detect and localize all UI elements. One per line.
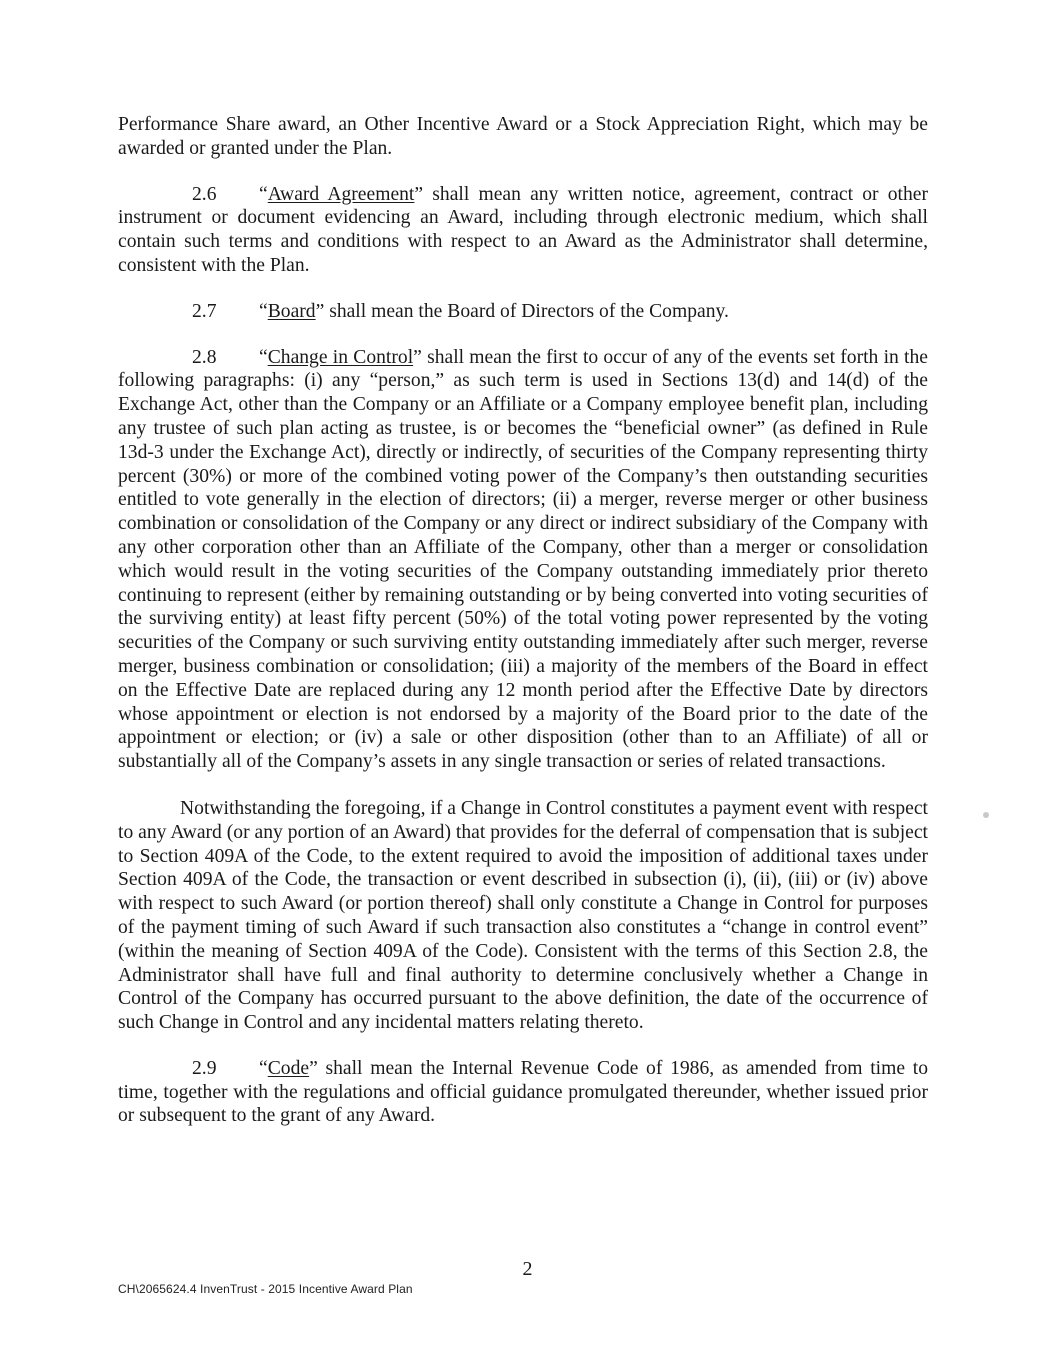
open-quote: “ — [259, 300, 268, 322]
section-2-8-paragraph — [118, 346, 928, 774]
section-number: 2.9 — [192, 1057, 217, 1079]
definition-text: ” shall mean any written notice, agreement, contract or other instrument or document evidencing an Award, including through electronic medium, which shall contain such terms and conditions with respect to an Award as the Administrator shall determine, consistent with the Plan. — [118, 183, 928, 276]
notwithstanding-text: Notwithstanding the foregoing, if a Change in Control constitutes a payment event with respect to any Award (or any portion of an Award) that provides for the deferral of compensation that is subject to Section 409A of the Code, to the extent required to avoid the imposition of additional taxes under Section 409A of the Code, the transaction or event described in subsection (i), (ii), (iii) or (iv) above with respect to such Award (or portion thereof) shall only constitute a Change in Control for purposes of the payment timing of such Award if such transaction also constitutes a “change in control event” (within the meaning of Section 409A of the Code). Consistent with the terms of this Section 2.8, the Administrator shall have full and final authority to determine conclusively whether a Change in Control of the Company has occurred pursuant to the above definition, the date of the occurrence of such Change in Control and any incidental matters relating thereto. — [118, 797, 928, 1034]
document-body — [118, 113, 928, 1128]
definition-text: ” shall mean the Internal Revenue Code of 1986, as amended from time to time, together with the regulations and official guidance promulgated thereunder, whether issued prior or subsequent to the grant of any Award. — [118, 1057, 928, 1127]
section-2-6-paragraph — [118, 183, 928, 278]
notwithstanding-paragraph — [118, 797, 928, 1035]
definition-text: ” shall mean the Board of Directors of the Company. — [315, 300, 729, 322]
section-number: 2.6 — [192, 183, 217, 205]
defined-term: Code — [267, 1057, 310, 1079]
defined-term: Change in Control — [267, 346, 414, 368]
open-quote: “ — [259, 346, 268, 368]
document-id-footer: CH\2065624.4 InvenTrust - 2015 Incentive Award Plan — [118, 1282, 413, 1296]
open-quote: “ — [259, 1057, 268, 1079]
defined-term: Award Agreement — [267, 183, 415, 205]
section-number: 2.7 — [192, 300, 217, 322]
section-number: 2.8 — [192, 346, 217, 368]
scan-speck — [983, 812, 989, 818]
page-number: 2 — [522, 1258, 533, 1280]
section-2-7-paragraph — [118, 300, 928, 324]
defined-term: Board — [267, 300, 316, 322]
open-quote: “ — [259, 183, 268, 205]
section-2-9-paragraph — [118, 1057, 928, 1128]
intro-paragraph: Performance Share award, an Other Incentive Award or a Stock Appreciation Right, which may be awarded or granted under the Plan. — [118, 114, 928, 159]
definition-text: ” shall mean the first to occur of any of the events set forth in the following paragraphs: (i) any “person,” as such term is used in Sections 13(d) and 14(d) of the Exchange Act, other than the Company or an Affiliate or a Company employee benefit plan, including any trustee of such plan acting as trustee, is or becomes the “beneficial owner” (as defined in Rule 13d-3 under the Exchange Act), directly or indirectly, of securities of the Company representing thirty percent (30%) or more of the combined voting power of the Company’s then outstanding securities entitled to vote generally in the election of directors; (ii) a merger, reverse merger or other business combination or consolidation of the Company or any direct or indirect subsidiary of the Company with any other corporation other than an Affiliate of the Company, other than a merger or consolidation which would result in the voting securities of the Company outstanding immediately prior thereto continuing to represent (either by remaining outstanding or by being converted into voting securities of the surviving entity) at least fifty percent (50%) of the total voting power represented by the voting securities of the Company or such surviving entity outstanding immediately after such merger, reverse merger, business combination or consolidation; (iii) a majority of the members of the Board in effect on the Effective Date are replaced during any 12 month period after the Effective Date by directors whose appointment or election is not endorsed by a majority of the Board prior to the date of the appointment or election; or (iv) a sale or other disposition (other than to an Affiliate) of all or substantially all of the Company’s assets in any single transaction or series of related transactions. — [118, 346, 928, 773]
